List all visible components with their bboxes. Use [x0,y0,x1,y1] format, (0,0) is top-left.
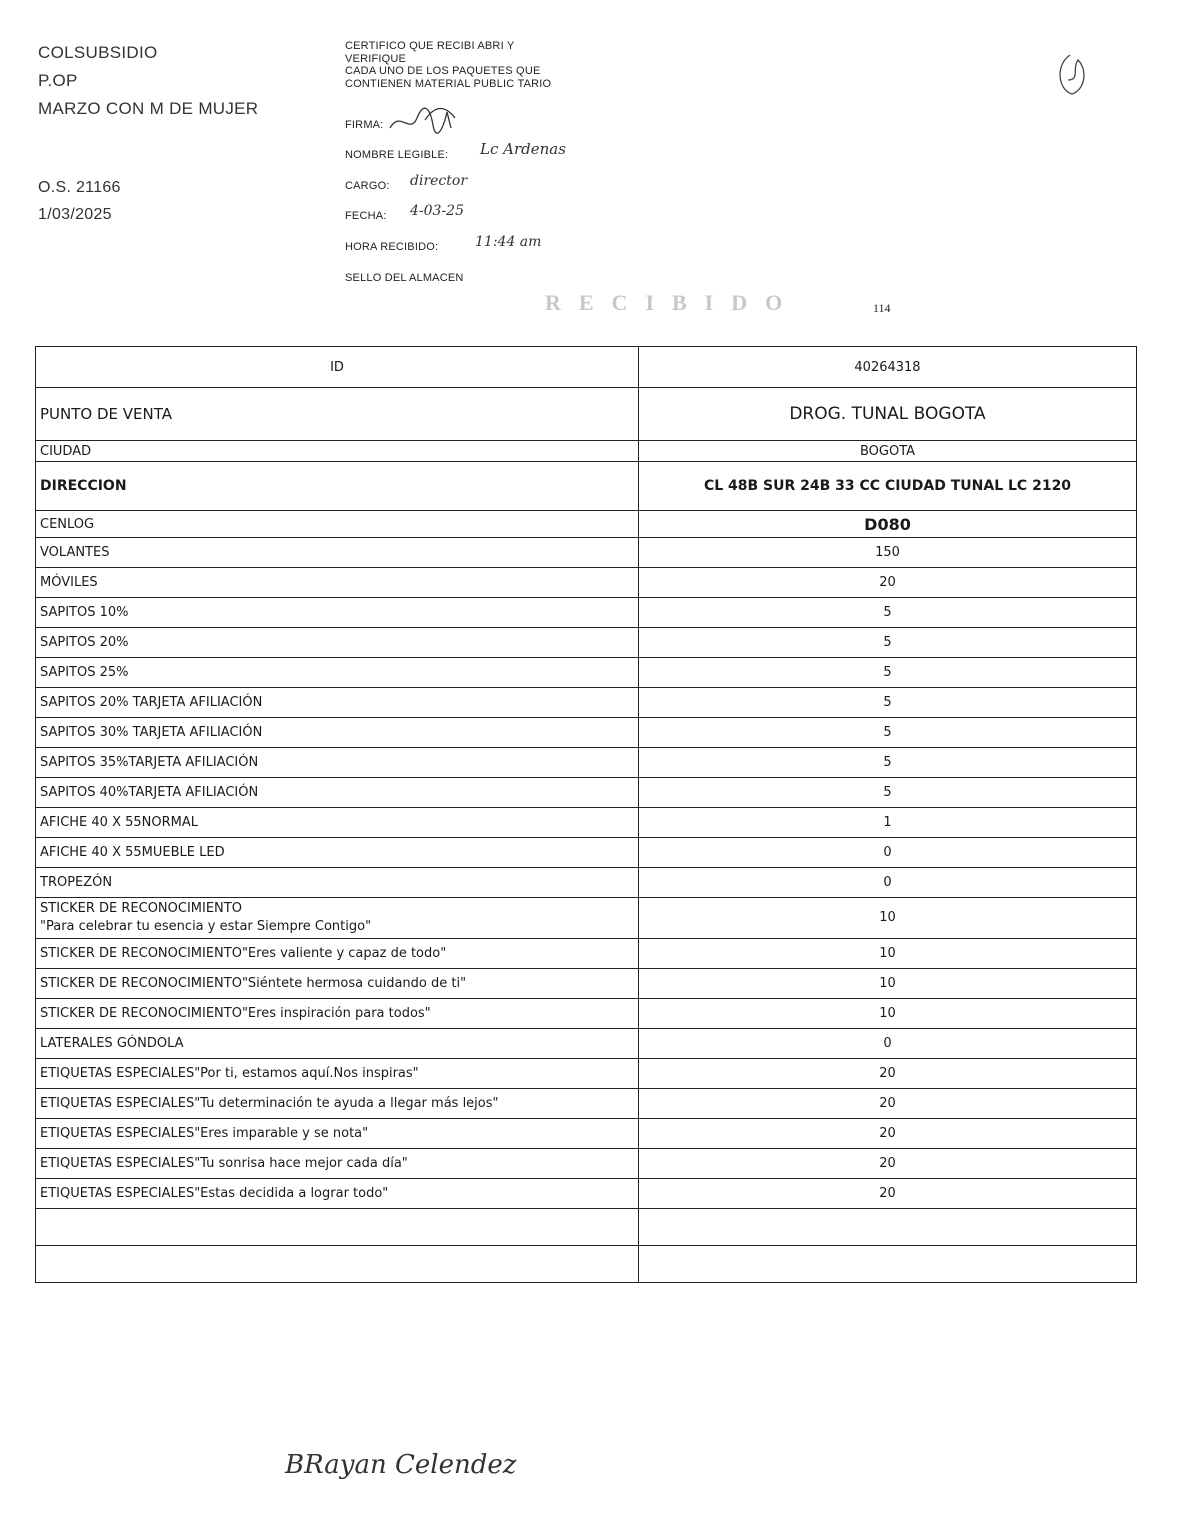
item-quantity: 5 [639,778,1137,808]
item-quantity: 5 [639,718,1137,748]
item-label [36,808,639,838]
item-quantity: 0 [639,838,1137,868]
item-label-text: TROPEZÓN [40,875,113,890]
punto-de-venta-label: PUNTO DE VENTA [36,388,639,441]
footer-signature-name: BRayan Celendez [285,1450,517,1480]
item-quantity: 20 [639,1059,1137,1089]
cenlog-value: D080 [639,511,1137,538]
item-label [36,1029,639,1059]
campaign-name: MARZO CON M DE MUJER [38,99,259,118]
table-row [36,1179,1137,1209]
item-label [36,598,639,628]
order-date: 1/03/2025 [38,206,112,223]
table-row [36,838,1137,868]
item-label-text: STICKER DE RECONOCIMIENTO"Eres inspiración para todos" [40,1006,431,1021]
table-row [36,511,1137,538]
firma-signature [385,100,465,140]
item-quantity: 10 [639,939,1137,969]
blank-row [36,1246,1137,1283]
item-quantity: 20 [639,1119,1137,1149]
item-label [36,999,639,1029]
item-label [36,969,639,999]
item-label-text: SAPITOS 20% [40,635,129,650]
item-label [36,939,639,969]
fecha-value: 4-03-25 [410,203,464,219]
table-row [36,868,1137,898]
item-label [36,838,639,868]
item-label-text: SAPITOS 35%TARJETA AFILIACIÓN [40,755,259,770]
table-row [36,628,1137,658]
item-quantity: 150 [639,538,1137,568]
table-row [36,1149,1137,1179]
item-label [36,628,639,658]
table-row [36,658,1137,688]
table-row [36,462,1137,511]
table-row [36,688,1137,718]
delivery-table [35,346,1137,1283]
cenlog-label: CENLOG [36,511,639,538]
table-row [36,778,1137,808]
item-label [36,1149,639,1179]
item-label-text: STICKER DE RECONOCIMIENTO"Eres valiente y capaz de todo" [40,946,447,961]
item-quantity: 5 [639,748,1137,778]
warehouse-stamp: RECIBIDO [545,290,801,315]
certificate-line: CONTIENEN MATERIAL PUBLIC TARIO [345,77,552,90]
table-row [36,441,1137,462]
item-quantity: 20 [639,1179,1137,1209]
item-label-text: AFICHE 40 X 55NORMAL [40,815,198,830]
item-quantity: 0 [639,868,1137,898]
item-label-text: MÓVILES [40,575,98,590]
item-quantity: 10 [639,999,1137,1029]
table-row [36,538,1137,568]
order-number: O.S. 21166 [38,179,121,196]
item-label [36,658,639,688]
item-label [36,688,639,718]
blank-row [36,1209,1137,1246]
page-number: 114 [873,301,891,315]
table-row [36,718,1137,748]
blank-cell [36,1246,639,1283]
item-label-text: SAPITOS 25% [40,665,129,680]
table-row [36,1089,1137,1119]
certificate-line: CADA UNO DE LOS PAQUETES QUE [345,65,541,77]
item-quantity: 20 [639,1149,1137,1179]
table-row [36,347,1137,388]
certificate-text [345,40,551,90]
ciudad-value: BOGOTA [639,441,1137,462]
punto-de-venta-value: DROG. TUNAL BOGOTA [639,388,1137,441]
item-label-text: VOLANTES [40,545,110,560]
item-label-text: STICKER DE RECONOCIMIENTO"Siéntete hermosa cuidando de ti" [40,976,467,991]
table-row [36,388,1137,441]
fecha-label: FECHA: [345,210,387,222]
item-quantity: 0 [639,1029,1137,1059]
table-row [36,1119,1137,1149]
firma-label: FIRMA: [345,119,384,131]
table-row [36,999,1137,1029]
item-label [36,1089,639,1119]
item-label [36,1179,639,1209]
hora-label: HORA RECIBIDO: [345,241,439,253]
item-quantity: 20 [639,568,1137,598]
item-label-text: SAPITOS 40%TARJETA AFILIACIÓN [40,785,259,800]
certificate-line: CERTIFICO QUE RECIBI ABRI Y [345,40,515,52]
company-name: COLSUBSIDIO [38,43,158,62]
item-label [36,868,639,898]
id-label: ID [36,347,639,388]
item-quantity: 10 [639,969,1137,999]
item-label-text: ETIQUETAS ESPECIALES"Estas decidida a lograr todo" [40,1186,389,1201]
blank-cell [639,1246,1137,1283]
blank-cell [639,1209,1137,1246]
item-label-text: SAPITOS 10% [40,605,129,620]
item-label-text: LATERALES GÓNDOLA [40,1036,184,1051]
item-label [36,898,639,939]
table-row [36,939,1137,969]
table-row [36,969,1137,999]
item-label-text: ETIQUETAS ESPECIALES"Por ti, estamos aquí.Nos inspiras" [40,1066,419,1081]
table-row [36,748,1137,778]
item-quantity: 5 [639,628,1137,658]
item-quantity: 1 [639,808,1137,838]
direccion-value: CL 48B SUR 24B 33 CC CIUDAD TUNAL LC 2120 [639,462,1137,511]
sello-label: SELLO DEL ALMACEN [345,272,464,284]
item-quantity: 5 [639,598,1137,628]
item-label-text: SAPITOS 30% TARJETA AFILIACIÓN [40,725,263,740]
item-label [36,1119,639,1149]
item-label-text: STICKER DE RECONOCIMIENTO [40,901,242,916]
company-code: P.OP [38,71,78,90]
item-label-text: SAPITOS 20% TARJETA AFILIACIÓN [40,695,263,710]
nombre-label: NOMBRE LEGIBLE: [345,149,449,161]
table-row [36,598,1137,628]
item-label [36,538,639,568]
item-label [36,748,639,778]
table-row [36,808,1137,838]
nombre-value: Lc Ardenas [480,140,566,158]
ciudad-label: CIUDAD [36,441,639,462]
item-label-text-line2: "Para celebrar tu esencia y estar Siempre Contigo" [40,919,372,934]
table-row [36,898,1137,939]
table-row [36,1029,1137,1059]
initials-mark [1050,50,1095,100]
cargo-value: director [410,173,468,189]
item-label-text: ETIQUETAS ESPECIALES"Tu determinación te ayuda a llegar más lejos" [40,1096,499,1111]
item-label [36,1059,639,1089]
direccion-label: DIRECCION [36,462,639,511]
item-label [36,568,639,598]
item-label-text: ETIQUETAS ESPECIALES"Tu sonrisa hace mejor cada día" [40,1156,408,1171]
item-label-text: ETIQUETAS ESPECIALES"Eres imparable y se nota" [40,1126,369,1141]
item-label [36,718,639,748]
table-row [36,1059,1137,1089]
item-quantity: 5 [639,658,1137,688]
blank-cell [36,1209,639,1246]
certificate-line: VERIFIQUE [345,52,407,65]
item-label-text: AFICHE 40 X 55MUEBLE LED [40,845,225,860]
item-quantity: 20 [639,1089,1137,1119]
item-quantity: 5 [639,688,1137,718]
hora-value: 11:44 am [475,234,542,250]
id-value: 40264318 [639,347,1137,388]
item-quantity: 10 [639,898,1137,939]
table-row [36,568,1137,598]
item-label [36,778,639,808]
cargo-label: CARGO: [345,180,390,192]
